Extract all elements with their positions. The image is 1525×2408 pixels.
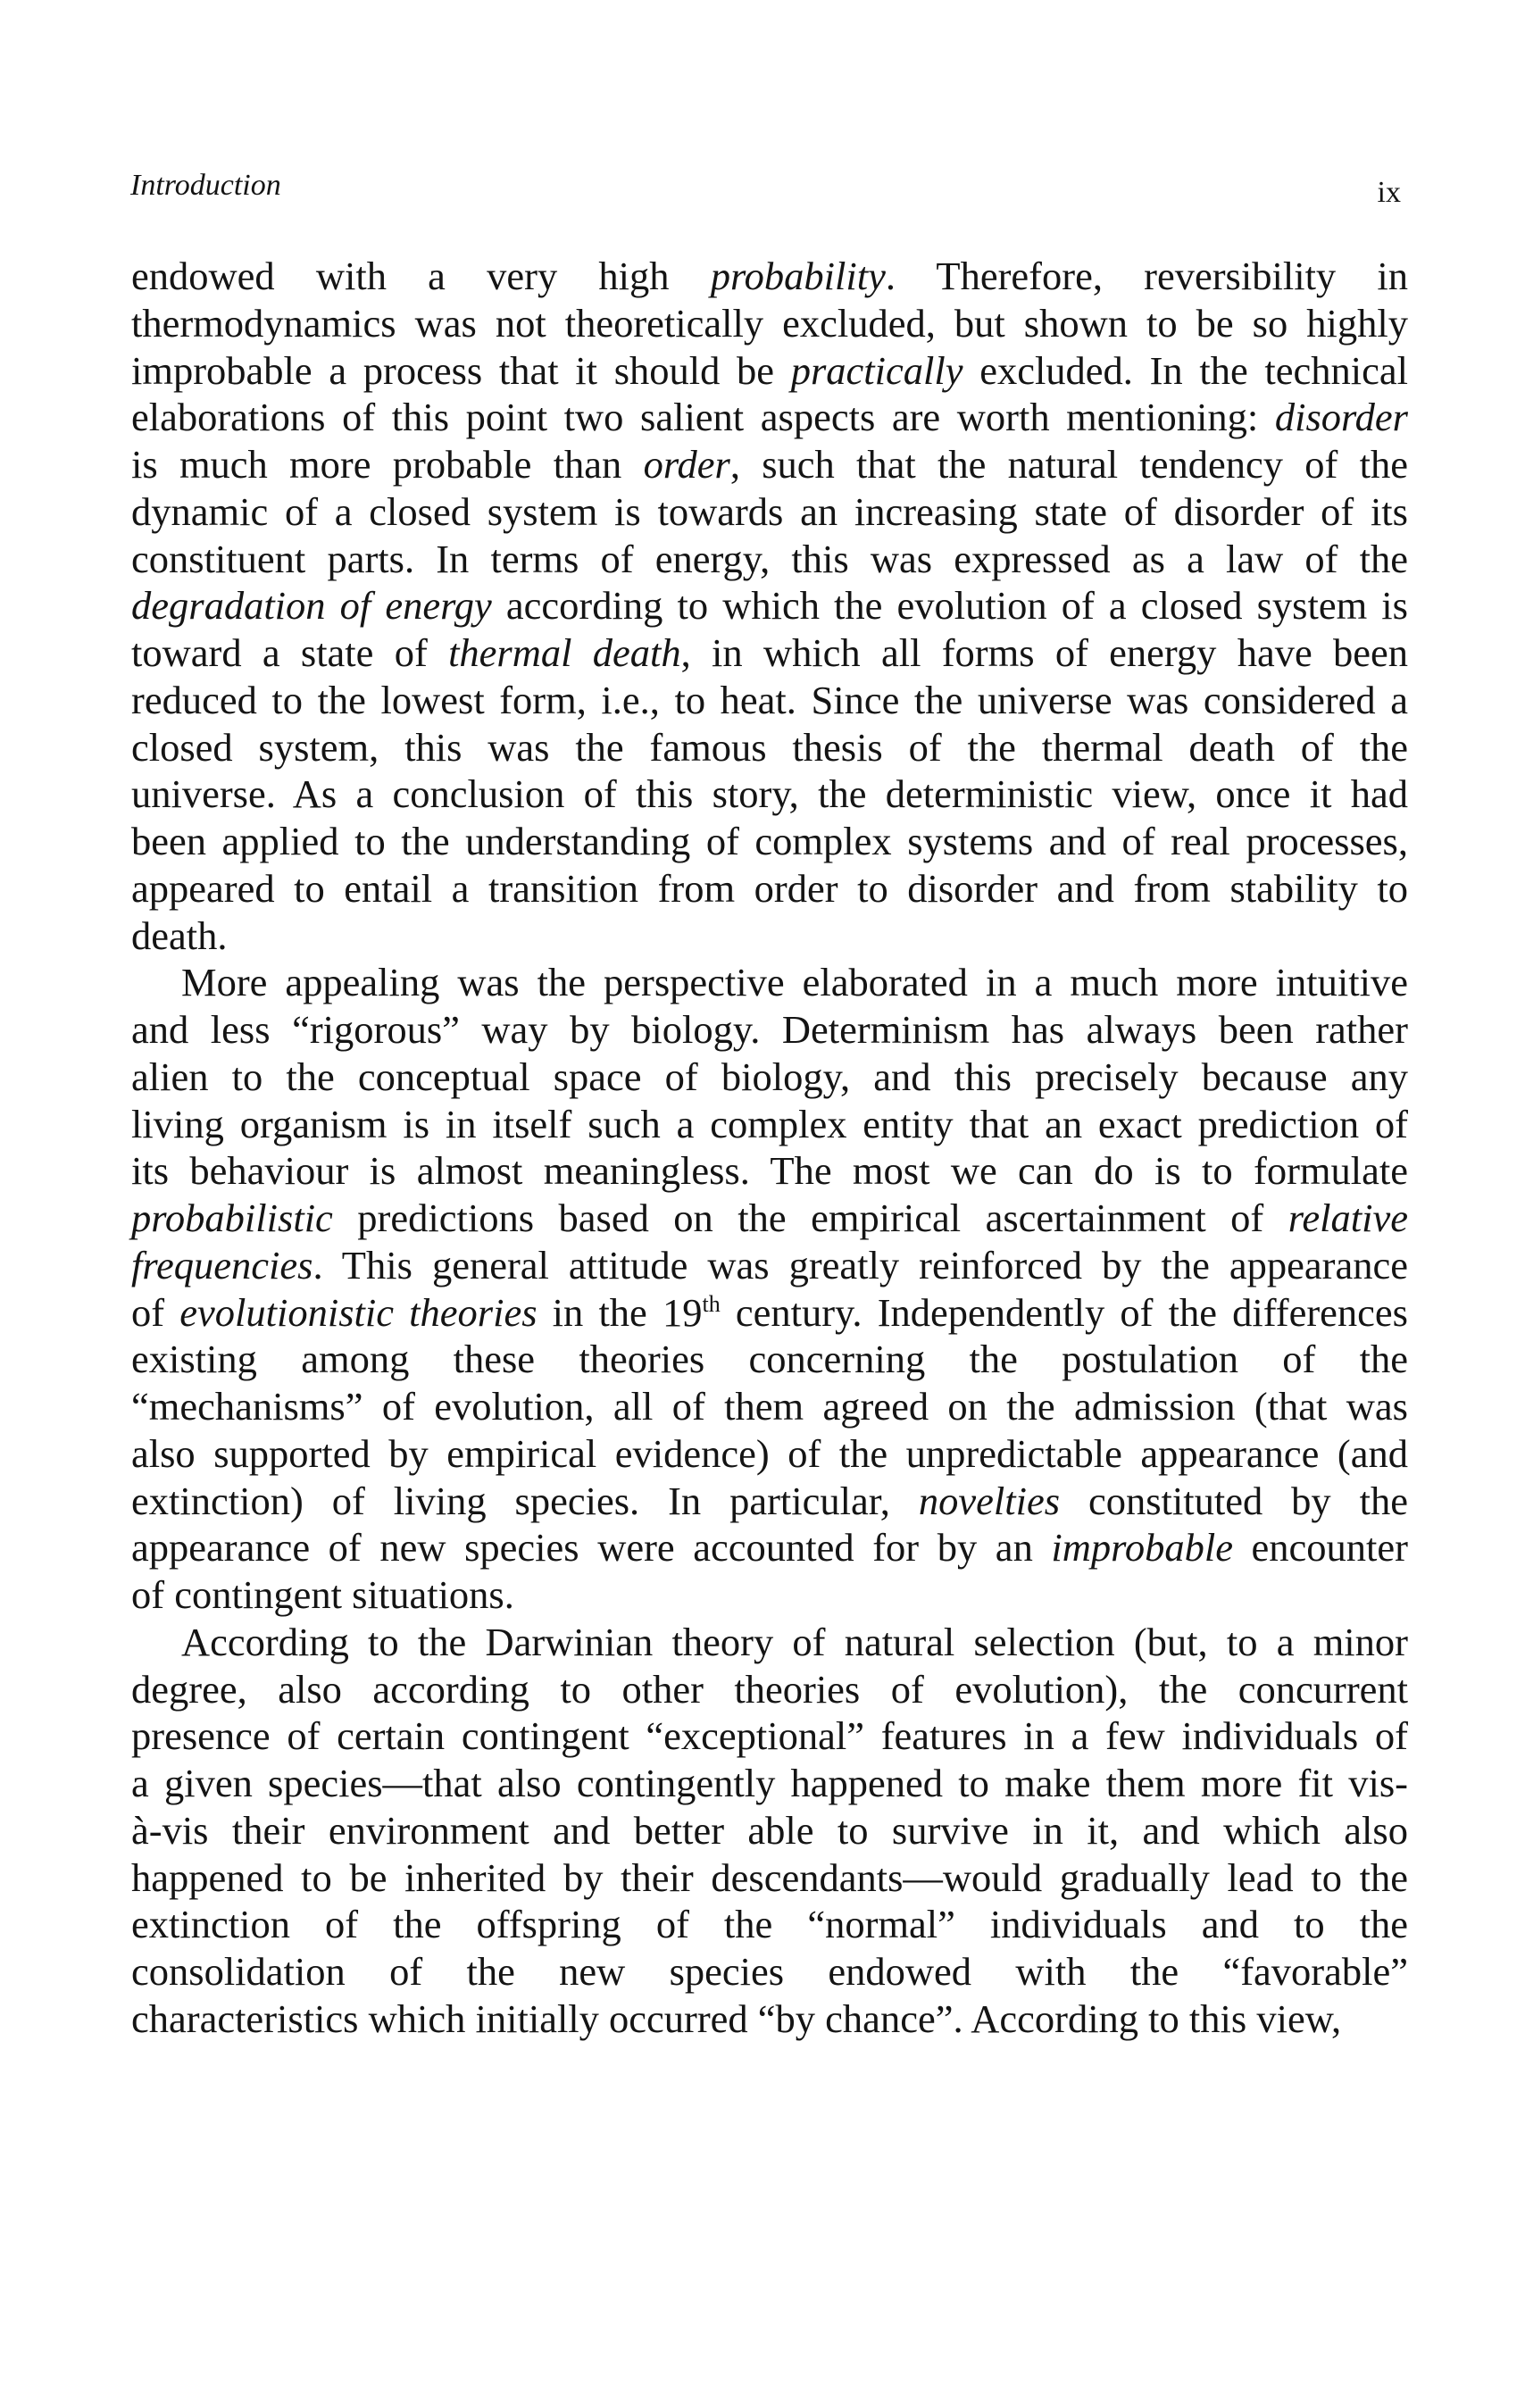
italic-emphasis: relative bbox=[1288, 1196, 1408, 1240]
text-run: According to the Darwinian theory of natural selection (but, to a minor bbox=[181, 1619, 1408, 1664]
italic-emphasis: disorder bbox=[1274, 395, 1408, 440]
italic-emphasis: probability bbox=[710, 254, 886, 298]
text-run: improbable a process that it should be bbox=[131, 347, 791, 393]
paragraph-p1 bbox=[131, 253, 1408, 959]
italic-emphasis: novelties bbox=[918, 1478, 1061, 1523]
text-run: century. Independently of the differences bbox=[720, 1289, 1408, 1335]
text-line bbox=[131, 959, 1408, 1006]
text-line bbox=[131, 1478, 1408, 1525]
text-run: toward a state of bbox=[131, 630, 449, 675]
text-line bbox=[131, 536, 1408, 583]
text-run: a given species—that also contingently happened to make them more fit vis- bbox=[131, 1761, 1408, 1805]
text-run: its behaviour is almost meaningless. The most we can do is to formulate bbox=[131, 1148, 1408, 1194]
text-line bbox=[131, 441, 1408, 488]
text-run: excluded. In the technical bbox=[962, 347, 1408, 393]
text-run: More appealing was the perspective elaborated in a much more intuitive bbox=[181, 960, 1408, 1005]
text-run: of contingent situations. bbox=[131, 1572, 514, 1617]
text-line bbox=[131, 1430, 1408, 1478]
text-run: thermodynamics was not theoretically excluded, but shown to be so highly bbox=[131, 300, 1408, 346]
text-run: , in which all forms of energy have been bbox=[680, 630, 1408, 675]
text-run: dynamic of a closed system is towards an increasing state of disorder of its bbox=[131, 488, 1408, 534]
text-run: closed system, this was the famous thesis of the thermal death of the bbox=[131, 724, 1408, 770]
text-line bbox=[131, 1383, 1408, 1430]
text-run: and less “rigorous” way by biology. Determinism has always been rather bbox=[131, 1007, 1408, 1052]
text-run: extinction) of living species. In particular, bbox=[131, 1478, 919, 1523]
text-line bbox=[131, 1054, 1408, 1101]
italic-emphasis: evolutionistic theories bbox=[179, 1289, 538, 1335]
text-run: consolidation of the new species endowed with the “favorable” bbox=[131, 1949, 1408, 1994]
text-line bbox=[131, 582, 1408, 629]
text-line bbox=[131, 1854, 1408, 1902]
text-run: existing among these theories concerning the postulation of the bbox=[131, 1337, 1408, 1382]
text-run: universe. As a conclusion of this story, the deterministic view, once it had bbox=[131, 771, 1408, 817]
text-line bbox=[131, 1195, 1408, 1242]
text-run: elaborations of this point two salient aspects are worth mentioning: bbox=[131, 395, 1275, 440]
text-run: . This general attitude was greatly reinforced by the appearance bbox=[312, 1242, 1408, 1287]
superscript: th bbox=[702, 1290, 721, 1317]
text-run: encounter bbox=[1232, 1525, 1408, 1571]
running-title: Introduction bbox=[130, 169, 281, 202]
text-line bbox=[131, 1996, 1408, 2043]
text-run: “mechanisms” of evolution, all of them agreed on the admission (that was bbox=[131, 1384, 1408, 1429]
text-line bbox=[131, 1147, 1408, 1195]
text-line bbox=[131, 488, 1408, 536]
text-line bbox=[131, 771, 1408, 818]
text-run: à-vis their environment and better able to survive in it, and which also bbox=[131, 1807, 1408, 1853]
text-run: happened to be inherited by their descendants—would gradually lead to the bbox=[131, 1854, 1408, 1900]
text-line bbox=[131, 1619, 1408, 1666]
text-run: extinction of the offspring of the “normal” individuals and to the bbox=[131, 1902, 1408, 1947]
text-line bbox=[131, 300, 1408, 347]
text-line bbox=[131, 865, 1408, 912]
text-line bbox=[131, 1807, 1408, 1854]
text-line bbox=[131, 1006, 1408, 1054]
text-line bbox=[131, 1760, 1408, 1807]
page-number: ix bbox=[1377, 176, 1401, 209]
text-run: appeared to entail a transition from order to disorder and from stability to bbox=[131, 865, 1408, 911]
text-line bbox=[131, 1666, 1408, 1713]
text-run: alien to the conceptual space of biology, and this precisely because any bbox=[131, 1054, 1408, 1099]
italic-emphasis: improbable bbox=[1051, 1525, 1233, 1571]
text-run: endowed with a very high bbox=[131, 254, 711, 298]
text-line bbox=[131, 1571, 1408, 1619]
text-line bbox=[131, 724, 1408, 771]
text-run: presence of certain contingent “exceptional” features in a few individuals of bbox=[131, 1713, 1408, 1759]
text-run: . Therefore, reversibility in bbox=[885, 254, 1409, 298]
text-line bbox=[131, 1524, 1408, 1571]
text-line bbox=[131, 347, 1408, 395]
text-line bbox=[131, 1101, 1408, 1148]
text-run: predictions based on the empirical ascertainment of bbox=[332, 1196, 1288, 1240]
paragraph-p3 bbox=[131, 1619, 1408, 2043]
text-line bbox=[131, 1336, 1408, 1383]
text-run: living organism is in itself such a complex entity that an exact prediction of bbox=[131, 1101, 1408, 1146]
text-run: reduced to the lowest form, i.e., to heat. Since the universe was considered a bbox=[131, 677, 1408, 722]
text-run: appearance of new species were accounted for by an bbox=[131, 1525, 1052, 1571]
text-line bbox=[131, 253, 1408, 300]
text-line bbox=[131, 912, 1408, 960]
italic-emphasis: probabilistic bbox=[131, 1196, 333, 1240]
text-run: , such that the natural tendency of the bbox=[729, 442, 1408, 487]
text-line bbox=[131, 1289, 1408, 1337]
text-run: degree, also according to other theories of evolution), the concurrent bbox=[131, 1666, 1408, 1712]
text-run: also supported by empirical evidence) of the unpredictable appearance (and bbox=[131, 1430, 1408, 1476]
italic-emphasis: frequencies bbox=[131, 1242, 313, 1287]
italic-emphasis: degradation of energy bbox=[131, 583, 492, 629]
text-line bbox=[131, 1712, 1408, 1760]
text-line bbox=[131, 629, 1408, 677]
text-run: in the 19 bbox=[537, 1289, 703, 1335]
body-text bbox=[131, 253, 1408, 2043]
italic-emphasis: practically bbox=[790, 347, 963, 393]
text-run: death. bbox=[131, 912, 228, 958]
text-run: been applied to the understanding of complex systems and of real processes, bbox=[131, 819, 1408, 863]
text-run: of bbox=[131, 1289, 180, 1335]
text-run: characteristics which initially occurred “by chance”. According to this view, bbox=[131, 1996, 1342, 2041]
text-run: is much more probable than bbox=[131, 442, 644, 487]
text-line bbox=[131, 1948, 1408, 1996]
paragraph-p2 bbox=[131, 959, 1408, 1619]
text-line bbox=[131, 1242, 1408, 1289]
italic-emphasis: thermal death bbox=[448, 630, 681, 675]
text-run: constituted by the bbox=[1060, 1478, 1408, 1523]
text-run: constituent parts. In terms of energy, this was expressed as a law of the bbox=[131, 536, 1408, 581]
text-line bbox=[131, 677, 1408, 724]
text-line bbox=[131, 1901, 1408, 1948]
text-line bbox=[131, 818, 1408, 865]
text-line bbox=[131, 394, 1408, 441]
running-header bbox=[130, 166, 1408, 209]
text-run: according to which the evolution of a closed system is bbox=[491, 583, 1408, 629]
italic-emphasis: order bbox=[643, 442, 730, 487]
